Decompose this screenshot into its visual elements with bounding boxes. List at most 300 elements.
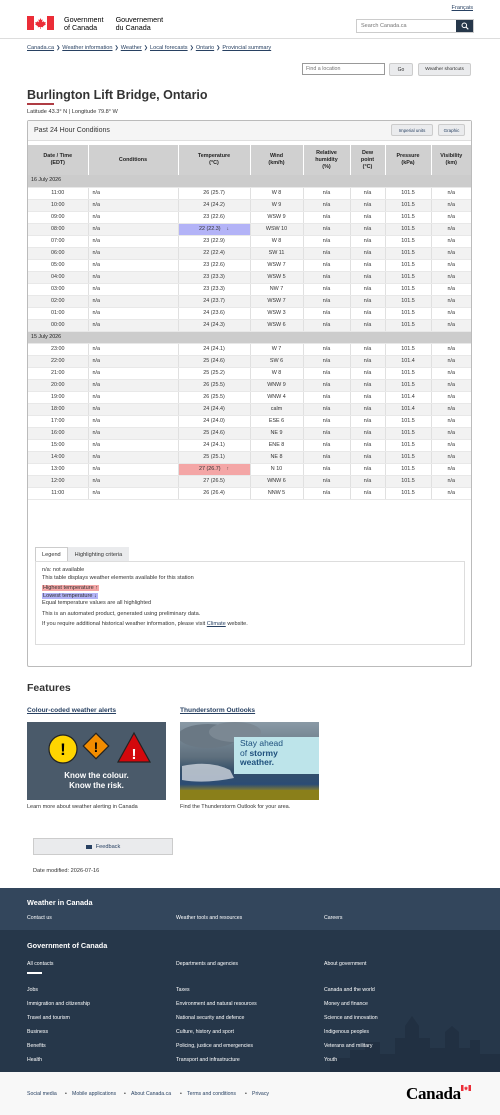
cell-visibility: [431, 391, 471, 403]
footer-divider: [27, 972, 42, 974]
breadcrumb-weather-information[interactable]: Weather information: [62, 45, 113, 51]
footer-gov-link[interactable]: Jobs: [27, 987, 38, 993]
table-body: [28, 175, 471, 499]
cell-text: 15:00: [51, 441, 65, 448]
cell-time: [28, 223, 88, 235]
cell-pressure: [385, 487, 431, 499]
footer-bottom-link[interactable]: About Canada.ca: [131, 1091, 172, 1097]
cell-text: n/a: [363, 285, 372, 292]
cell-text: 21:00: [51, 369, 65, 376]
cell-wind: [250, 475, 303, 487]
cell-text: W 8: [271, 189, 282, 196]
footer-weather: [0, 888, 500, 930]
footer-contact-us[interactable]: Contact us: [27, 915, 52, 921]
cell-text: n/a: [363, 273, 372, 280]
cell-text: n/a: [92, 417, 100, 424]
cell-text: n/a: [447, 477, 455, 484]
arrow-up-icon: ↑: [226, 465, 230, 472]
site-search-input[interactable]: [357, 20, 456, 32]
cell-text: 101.5: [401, 213, 415, 220]
cell-pressure: [385, 415, 431, 427]
footer-gov-link[interactable]: Business: [27, 1029, 49, 1035]
cell-time: [28, 391, 88, 403]
cell-time: [28, 475, 88, 487]
panel-title: Past 24 Hour Conditions: [34, 127, 110, 134]
cell-text: 101.5: [401, 261, 415, 268]
footer-gov-link[interactable]: Environment and natural resources: [176, 1001, 257, 1007]
gov-fr-line2: du Canada: [115, 22, 151, 32]
cell-wind: [250, 463, 303, 475]
cell-text: 03:00: [51, 285, 65, 292]
cell-wind: [250, 223, 303, 235]
cell-text: 06:00: [51, 249, 65, 256]
panel-header: [28, 121, 471, 141]
cell-pressure: [385, 283, 431, 295]
site-search-button[interactable]: [456, 20, 473, 32]
cell-conditions: [88, 211, 178, 223]
cell-text: 101.4: [401, 405, 415, 412]
thunderstorm-image[interactable]: [180, 722, 319, 800]
cell-text: NW 7: [269, 285, 284, 292]
cell-conditions: [88, 259, 178, 271]
cell-text: n/a: [447, 381, 455, 388]
cell-text: n/a: [447, 213, 455, 220]
cell-text: n/a: [92, 285, 100, 292]
cell-time: [28, 283, 88, 295]
cell-text: n/a: [322, 429, 331, 436]
cell-time: [28, 463, 88, 475]
cell-temperature: [178, 223, 250, 235]
footer-gov-link[interactable]: Culture, history and sport: [176, 1029, 234, 1035]
cell-text: calm: [270, 405, 283, 412]
footer-gov-link[interactable]: Science and innovation: [324, 1015, 378, 1021]
cell-text: n/a: [92, 225, 100, 232]
footer-bottom-link[interactable]: Terms and conditions: [187, 1091, 237, 1097]
th-visibility: [431, 145, 471, 175]
cell-humidity: [303, 487, 350, 499]
cell-text: n/a: [363, 417, 372, 424]
cell-text: n/a: [447, 297, 455, 304]
header-text: Date / Time: [43, 153, 73, 159]
table-row: [28, 223, 471, 235]
cell-text: n/a: [322, 453, 331, 460]
cell-conditions: [88, 307, 178, 319]
cell-conditions: [88, 439, 178, 451]
header-text: (EDT): [50, 160, 65, 166]
bullet-separator: •: [65, 1091, 67, 1097]
cell-wind: [250, 319, 303, 331]
cell-text: n/a: [447, 225, 455, 232]
table-row: [28, 211, 471, 223]
cell-text: n/a: [363, 237, 372, 244]
cell-visibility: [431, 403, 471, 415]
table-row: [28, 463, 471, 475]
cell-wind: [250, 415, 303, 427]
cell-visibility: [431, 271, 471, 283]
cell-dew-point: [350, 427, 385, 439]
table-row: [28, 487, 471, 499]
cell-text: n/a: [322, 417, 331, 424]
cell-pressure: [385, 199, 431, 211]
cell-text: n/a: [447, 249, 455, 256]
cell-pressure: [385, 307, 431, 319]
cell-text: n/a: [322, 273, 331, 280]
cell-text: 101.5: [401, 465, 415, 472]
cell-text: n/a: [447, 357, 455, 364]
table-row: [28, 259, 471, 271]
wordmark-flag-icon: [461, 1085, 471, 1091]
cell-text: n/a: [92, 477, 100, 484]
cell-pressure: [385, 211, 431, 223]
search-icon: [461, 22, 469, 30]
footer-gov-link[interactable]: Money and finance: [324, 1001, 368, 1007]
table-row: [28, 391, 471, 403]
cell-pressure: [385, 439, 431, 451]
gov-fr-line1: Gouvernement: [115, 15, 164, 24]
cell-visibility: [431, 463, 471, 475]
cell-time: [28, 415, 88, 427]
cell-text: n/a: [92, 213, 100, 220]
cell-humidity: [303, 355, 350, 367]
cell-wind: [250, 487, 303, 499]
cell-time: [28, 187, 88, 199]
gov-en-line1: Government: [64, 15, 104, 24]
cell-text: n/a: [363, 453, 372, 460]
weather-alerts-image[interactable]: [27, 722, 166, 800]
cell-pressure: [385, 355, 431, 367]
cell-text: 24 (24.1): [203, 345, 225, 352]
cell-time: [28, 427, 88, 439]
cell-pressure: [385, 319, 431, 331]
cell-time: [28, 379, 88, 391]
th-temperature: [178, 145, 250, 175]
cell-dew-point: [350, 271, 385, 283]
date-modified: Date modified: 2026-07-16: [33, 868, 100, 874]
cell-text: 22:00: [51, 357, 65, 364]
cell-text: n/a: [363, 477, 372, 484]
cell-visibility: [431, 415, 471, 427]
footer-weather-tools[interactable]: Weather tools and resources: [176, 915, 243, 921]
th-pressure: [385, 145, 431, 175]
cell-text: n/a: [92, 321, 100, 328]
cell-wind: [250, 211, 303, 223]
cell-text: 101.5: [401, 417, 415, 424]
legend-highest: Highest temperature ↑: [43, 585, 99, 591]
cell-temperature: [178, 187, 250, 199]
cell-text: WNW 4: [267, 393, 286, 400]
cell-text: n/a: [322, 261, 331, 268]
cell-humidity: [303, 271, 350, 283]
breadcrumb-local-forecasts[interactable]: Local forecasts: [149, 45, 188, 51]
cell-text: n/a: [92, 489, 100, 496]
table-row: [28, 355, 471, 367]
cell-text: n/a: [92, 357, 100, 364]
cell-dew-point: [350, 259, 385, 271]
cell-dew-point: [350, 475, 385, 487]
cell-text: 14:00: [51, 453, 65, 460]
footer-gov-link[interactable]: Travel and tourism: [27, 1015, 70, 1021]
cell-wind: [250, 283, 303, 295]
cell-text: 04:00: [51, 273, 65, 280]
footer-gov-link[interactable]: Health: [27, 1057, 42, 1063]
cell-text: n/a: [447, 417, 455, 424]
language-toggle-link[interactable]: Français: [451, 5, 473, 11]
svg-text:!: !: [131, 746, 137, 763]
table-row: [28, 475, 471, 487]
arrow-down-icon: ↓: [226, 225, 230, 232]
cell-visibility: [431, 223, 471, 235]
cell-text: SW 6: [269, 357, 284, 364]
cell-dew-point: [350, 343, 385, 355]
cell-humidity: [303, 475, 350, 487]
table-row: [28, 427, 471, 439]
cell-time: [28, 367, 88, 379]
footer-bottom-link[interactable]: Social media: [27, 1091, 57, 1097]
cell-conditions: [88, 403, 178, 415]
cell-text: n/a: [363, 309, 372, 316]
cell-visibility: [431, 199, 471, 211]
cell-text: W 8: [271, 237, 282, 244]
cell-text: WNW 9: [267, 381, 286, 388]
cell-text: n/a: [363, 489, 372, 496]
thunderstorm-outlooks-link[interactable]: Thunderstorm Outlooks: [180, 707, 256, 714]
government-signature[interactable]: [64, 16, 163, 31]
cell-text: n/a: [322, 249, 331, 256]
weather-shortcuts-button[interactable]: Weather shortcuts: [418, 63, 471, 76]
cell-dew-point: [350, 391, 385, 403]
cell-text: 23 (23.3): [203, 285, 225, 292]
cell-text: 101.5: [401, 189, 415, 196]
chevron-right-icon: ❯: [56, 45, 61, 51]
cell-text: 101.5: [401, 297, 415, 304]
footer-government: [0, 930, 500, 1072]
legend-automated: This is an automated product, generated using preliminary data.: [42, 610, 201, 617]
cell-text: W 8: [271, 369, 282, 376]
footer-gov-link[interactable]: About government: [324, 961, 367, 967]
footer-gov-link[interactable]: Immigration and citizenship: [27, 1001, 90, 1007]
footer-gov-link[interactable]: Benefits: [27, 1043, 46, 1049]
cell-visibility: [431, 367, 471, 379]
cell-dew-point: [350, 367, 385, 379]
cell-conditions: [88, 415, 178, 427]
cell-text: WSW 7: [267, 297, 286, 304]
table-row: [28, 247, 471, 259]
cell-text: WSW 10: [265, 225, 288, 232]
cell-text: 101.5: [401, 381, 415, 388]
cell-pressure: [385, 427, 431, 439]
cell-text: n/a: [322, 441, 331, 448]
cell-text: n/a: [322, 213, 331, 220]
cell-text: WSW 5: [267, 273, 286, 280]
cell-text: n/a: [322, 237, 331, 244]
cell-text: 25 (25.1): [203, 453, 225, 460]
cell-humidity: [303, 439, 350, 451]
footer-gov-link[interactable]: Transport and infrastructure: [176, 1057, 240, 1063]
find-location-input[interactable]: [302, 63, 385, 75]
table-row: [28, 343, 471, 355]
cell-text: n/a: [363, 381, 372, 388]
graphic-button[interactable]: Graphic: [438, 124, 465, 136]
cell-text: n/a: [322, 309, 331, 316]
footer-gov-link[interactable]: Indigenous peoples: [324, 1029, 369, 1035]
thunderstorm-caption: Find the Thunderstorm Outlook for your area.: [180, 804, 291, 810]
cell-text: n/a: [363, 441, 372, 448]
cell-wind: [250, 199, 303, 211]
cell-temperature: [178, 487, 250, 499]
cell-conditions: [88, 463, 178, 475]
cell-text: n/a: [92, 393, 100, 400]
cell-text: n/a: [322, 297, 331, 304]
table-row: [28, 367, 471, 379]
historical-pre: If you require additional historical weather information, please visit: [42, 621, 207, 627]
cell-pressure: [385, 475, 431, 487]
header-text: (°C): [362, 163, 373, 170]
alert-image-line2: Know the risk.: [69, 781, 124, 790]
cell-text: 16:00: [51, 429, 65, 436]
cell-text: 101.5: [401, 345, 415, 352]
th-dew-point: [350, 145, 385, 175]
cell-text: 07:00: [51, 237, 65, 244]
cell-text: NE 8: [270, 453, 283, 460]
cell-text: n/a: [447, 285, 455, 292]
table-row: [28, 235, 471, 247]
cell-time: [28, 439, 88, 451]
header-text: Pressure: [396, 153, 420, 159]
cell-text: 101.5: [401, 225, 415, 232]
cell-humidity: [303, 463, 350, 475]
footer-gov-link[interactable]: Policing, justice and emergencies: [176, 1043, 253, 1049]
cell-conditions: [88, 187, 178, 199]
table-row: [28, 451, 471, 463]
cell-text: n/a: [447, 489, 455, 496]
footer-gov-link[interactable]: National security and defence: [176, 1015, 245, 1021]
cell-text: NNW 5: [267, 489, 286, 496]
cell-text: 26 (25.5): [203, 393, 225, 400]
cell-text: n/a: [447, 201, 455, 208]
cell-text: n/a: [363, 345, 372, 352]
breadcrumb-canada[interactable]: Canada.ca: [27, 45, 55, 51]
cell-text: 101.5: [401, 453, 415, 460]
footer-gov-link[interactable]: Veterans and military: [324, 1043, 373, 1049]
cell-conditions: [88, 247, 178, 259]
cell-text: 101.5: [401, 489, 415, 496]
cell-time: [28, 211, 88, 223]
cell-text: 24 (24.1): [203, 441, 225, 448]
cell-temperature: [178, 295, 250, 307]
cell-conditions: [88, 199, 178, 211]
header-text: (°C): [209, 160, 219, 166]
weather-alerts-link[interactable]: Colour-coded weather alerts: [27, 707, 117, 714]
header-text: (%): [322, 163, 331, 170]
cell-humidity: [303, 247, 350, 259]
cell-humidity: [303, 379, 350, 391]
climate-link[interactable]: Climate: [206, 621, 226, 627]
footer-careers[interactable]: Careers: [324, 915, 343, 921]
cell-text: n/a: [447, 189, 455, 196]
cell-visibility: [431, 247, 471, 259]
cell-conditions: [88, 391, 178, 403]
cell-dew-point: [350, 487, 385, 499]
footer-bottom-link[interactable]: Privacy: [252, 1091, 270, 1097]
cell-text: WSW 9: [267, 213, 286, 220]
cell-text: 101.5: [401, 249, 415, 256]
footer-gov-link[interactable]: Youth: [324, 1057, 338, 1063]
cell-dew-point: [350, 295, 385, 307]
tab-highlighting-criteria[interactable]: Highlighting criteria: [68, 547, 130, 561]
tab-legend[interactable]: Legend: [35, 547, 68, 561]
cell-text: n/a: [447, 441, 455, 448]
cell-conditions: [88, 355, 178, 367]
breadcrumb-weather[interactable]: Weather: [120, 45, 142, 51]
cell-temperature: [178, 427, 250, 439]
cell-humidity: [303, 403, 350, 415]
cell-text: W 7: [271, 345, 282, 352]
cell-text: n/a: [447, 321, 455, 328]
cell-time: [28, 487, 88, 499]
cell-text: 101.5: [401, 441, 415, 448]
footer-gov-link[interactable]: Departments and agencies: [176, 961, 238, 967]
bullet-separator: •: [245, 1091, 247, 1097]
cell-conditions: [88, 475, 178, 487]
cell-visibility: [431, 487, 471, 499]
gov-en-line2: of Canada: [64, 22, 98, 32]
cell-humidity: [303, 415, 350, 427]
cell-dew-point: [350, 199, 385, 211]
legend-content: [35, 561, 465, 645]
storm-image-bold: stormy: [249, 747, 278, 758]
lat-long: Latitude 43.3° N | Longitude 79.8° W: [27, 109, 118, 115]
header-text: (km): [445, 160, 457, 166]
cell-text: n/a: [363, 297, 372, 304]
cell-text: n/a: [447, 345, 455, 352]
cell-time: [28, 271, 88, 283]
feedback-button[interactable]: [33, 838, 173, 855]
cell-text: WSW 3: [267, 309, 286, 316]
footer-bottom-link[interactable]: Mobile applications: [72, 1091, 117, 1097]
footer-gov-link[interactable]: All contacts: [27, 961, 54, 967]
cell-wind: [250, 271, 303, 283]
cell-visibility: [431, 259, 471, 271]
cell-humidity: [303, 319, 350, 331]
cell-text: n/a: [447, 465, 455, 472]
footer-gov-link[interactable]: Taxes: [176, 987, 190, 993]
features-heading: Features: [27, 682, 71, 694]
cell-dew-point: [350, 187, 385, 199]
go-button[interactable]: Go: [389, 63, 413, 76]
breadcrumb-provincial-summary[interactable]: Provincial summary: [222, 45, 272, 51]
footer-gov-link[interactable]: Canada and the world: [324, 987, 375, 993]
cell-humidity: [303, 283, 350, 295]
cell-temperature: [178, 463, 250, 475]
cell-text: 11:00: [51, 189, 65, 196]
cell-dew-point: [350, 283, 385, 295]
breadcrumb-ontario[interactable]: Ontario: [195, 45, 215, 51]
table-row: [28, 379, 471, 391]
cell-text: n/a: [322, 489, 331, 496]
cell-text: n/a: [447, 237, 455, 244]
canada-flag-icon: [27, 16, 54, 30]
cell-text: 24 (23.6): [203, 309, 225, 316]
cell-pressure: [385, 235, 431, 247]
cell-text: NE 9: [270, 429, 283, 436]
cell-dew-point: [350, 415, 385, 427]
cell-text: n/a: [322, 345, 331, 352]
cell-conditions: [88, 295, 178, 307]
cell-conditions: [88, 319, 178, 331]
imperial-units-button[interactable]: Imperial units: [391, 124, 433, 136]
cell-pressure: [385, 223, 431, 235]
date-group-row: [28, 175, 471, 187]
